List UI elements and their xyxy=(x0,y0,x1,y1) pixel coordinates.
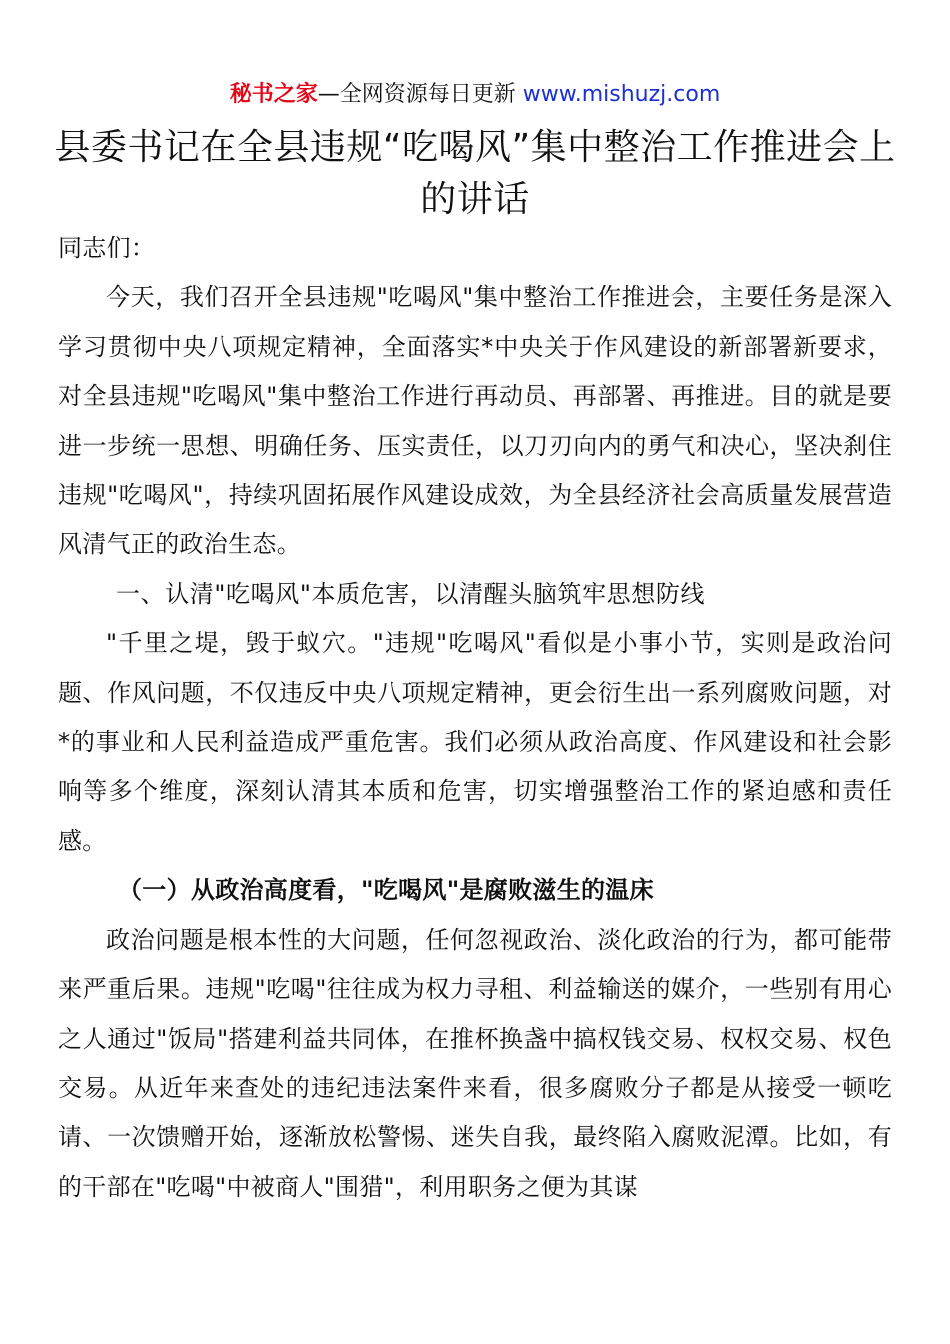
site-url-link[interactable]: www.mishuzj.com xyxy=(522,82,721,107)
salutation: 同志们： xyxy=(58,234,156,262)
paragraph-subsection-1: 政治问题是根本性的大问题，任何忽视政治、淡化政治的行为，都可能带来严重后果。违规"吃喝"往往成为权力寻租、利益输送的媒介，一些别有用心之人通过"饭局"搭建利益共同体，在推杯换盏中搞权钱交易、权权交易、权色交易。从近年来查处的违纪违法案件来看，很多腐败分子都是从接受一顿吃请、一次馈赠开始，逐渐放松警惕、迷失自我，最终陷入腐败泥潭。比如，有的干部在"吃喝"中被商人"围猎"，利用职务之便为其谋 xyxy=(58,925,892,1201)
section-heading-1: 一、认清"吃喝风"本质危害，以清醒头脑筑牢思想防线 xyxy=(116,579,706,608)
paragraph-section-1: "千里之堤，毁于蚁穴。"违规"吃喝风"看似是小事小节，实则是政治问题、作风问题，不仅违反中央八项规定精神，更会衍生出一系列腐败问题，对*的事业和人民利益造成严重危害。我们必须从政治高度、作风建设和社会影响等多个维度，深刻认清其本质和危害，切实增强整治工作的紧迫感和责任感。 xyxy=(58,629,892,855)
document-title: 县委书记在全县违规“吃喝风”集中整治工作推进会上的讲话 xyxy=(54,127,896,220)
subsection-heading-1: （一）从政治高度看，"吃喝风"是腐败滋生的温床 xyxy=(118,876,654,905)
paragraph-intro: 今天，我们召开全县违规"吃喝风"集中整治工作推进会，主要任务是深入学习贯彻中央八项规定精神，全面落实*中央关于作风建设的新部署新要求，对全县违规"吃喝风"集中整治工作进行再动员、再部署、再推进。目的就是要进一步统一思想、明确任务、压实责任，以刀刃向内的勇气和决心，坚决刹住违规"吃喝风"，持续巩固拓展作风建设成效，为全县经济社会高质量发展营造风清气正的政治生态。 xyxy=(58,283,892,559)
site-header xyxy=(0,80,950,110)
document-body xyxy=(58,224,892,1212)
brand-name: 秘书之家 xyxy=(229,82,318,107)
header-tagline: —全网资源每日更新 xyxy=(317,82,523,107)
